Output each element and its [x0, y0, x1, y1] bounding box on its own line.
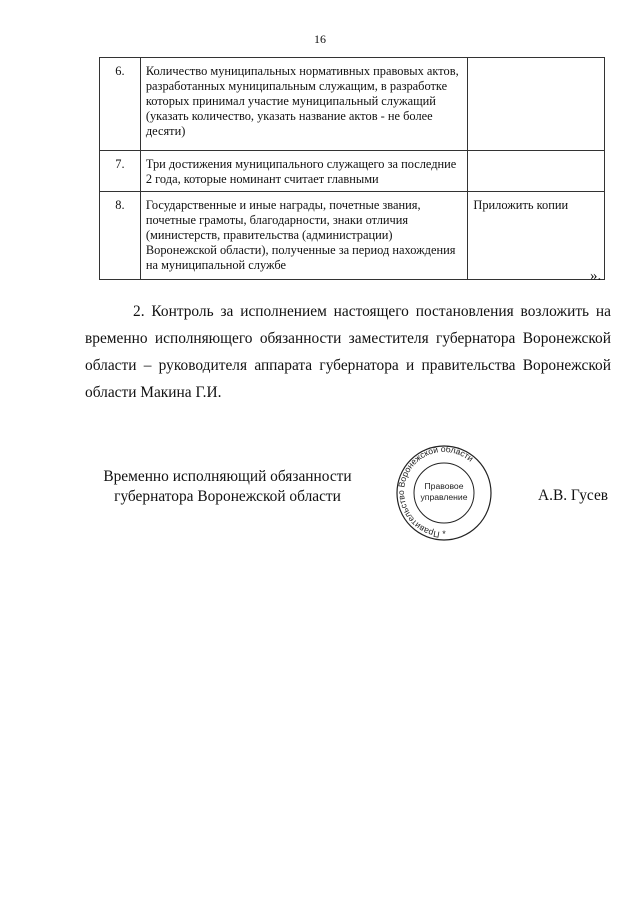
row-note: Приложить копии: [468, 192, 605, 280]
closing-quote: ».: [590, 268, 602, 284]
position-line-2: губернатора Воронежской области: [114, 488, 341, 505]
signatory-position: [95, 467, 360, 507]
table-row: [100, 192, 605, 280]
position-line-1: Временно исполняющий обязанности: [103, 468, 352, 485]
stamp-center-line-2: управление: [420, 492, 468, 502]
row-number: 8.: [100, 192, 141, 280]
page-number: 16: [314, 32, 326, 46]
stamp-star: *: [442, 529, 446, 539]
stamp-ring-text: Правительство Воронежской области: [395, 443, 476, 540]
row-description: Государственные и иные награды, почетные звания, почетные грамоты, благодарности, знаки отличия (министерств, правительства (администрации) Воронежской области), полученные за период нахождения на муниципальной службе: [140, 192, 468, 280]
paragraph-text: 2. Контроль за исполнением настоящего постановления возложить на временно исполняющего обязанности заместителя губернатора Воронежской области – руководителя аппарата губернатора и правительства Воронежской области Макина Г.И.: [85, 303, 611, 401]
stamp-center-line-1: Правовое: [424, 481, 464, 491]
row-note: [468, 58, 605, 151]
control-paragraph: [85, 298, 611, 406]
requirements-table: [99, 57, 605, 280]
official-stamp: [394, 440, 494, 546]
table-row: [100, 58, 605, 151]
row-number: 7.: [100, 151, 141, 192]
row-description: Количество муниципальных нормативных правовых актов, разработанных муниципальным служащим, в разработке которых принимал участие муниципальный служащий (указать количество, указать название актов - не более десяти): [140, 58, 468, 151]
table-row: [100, 151, 605, 192]
row-note: [468, 151, 605, 192]
row-number: 6.: [100, 58, 141, 151]
signatory-name: А.В. Гусев: [538, 487, 609, 504]
row-description: Три достижения муниципального служащего за последние 2 года, которые номинант считает главными: [140, 151, 468, 192]
